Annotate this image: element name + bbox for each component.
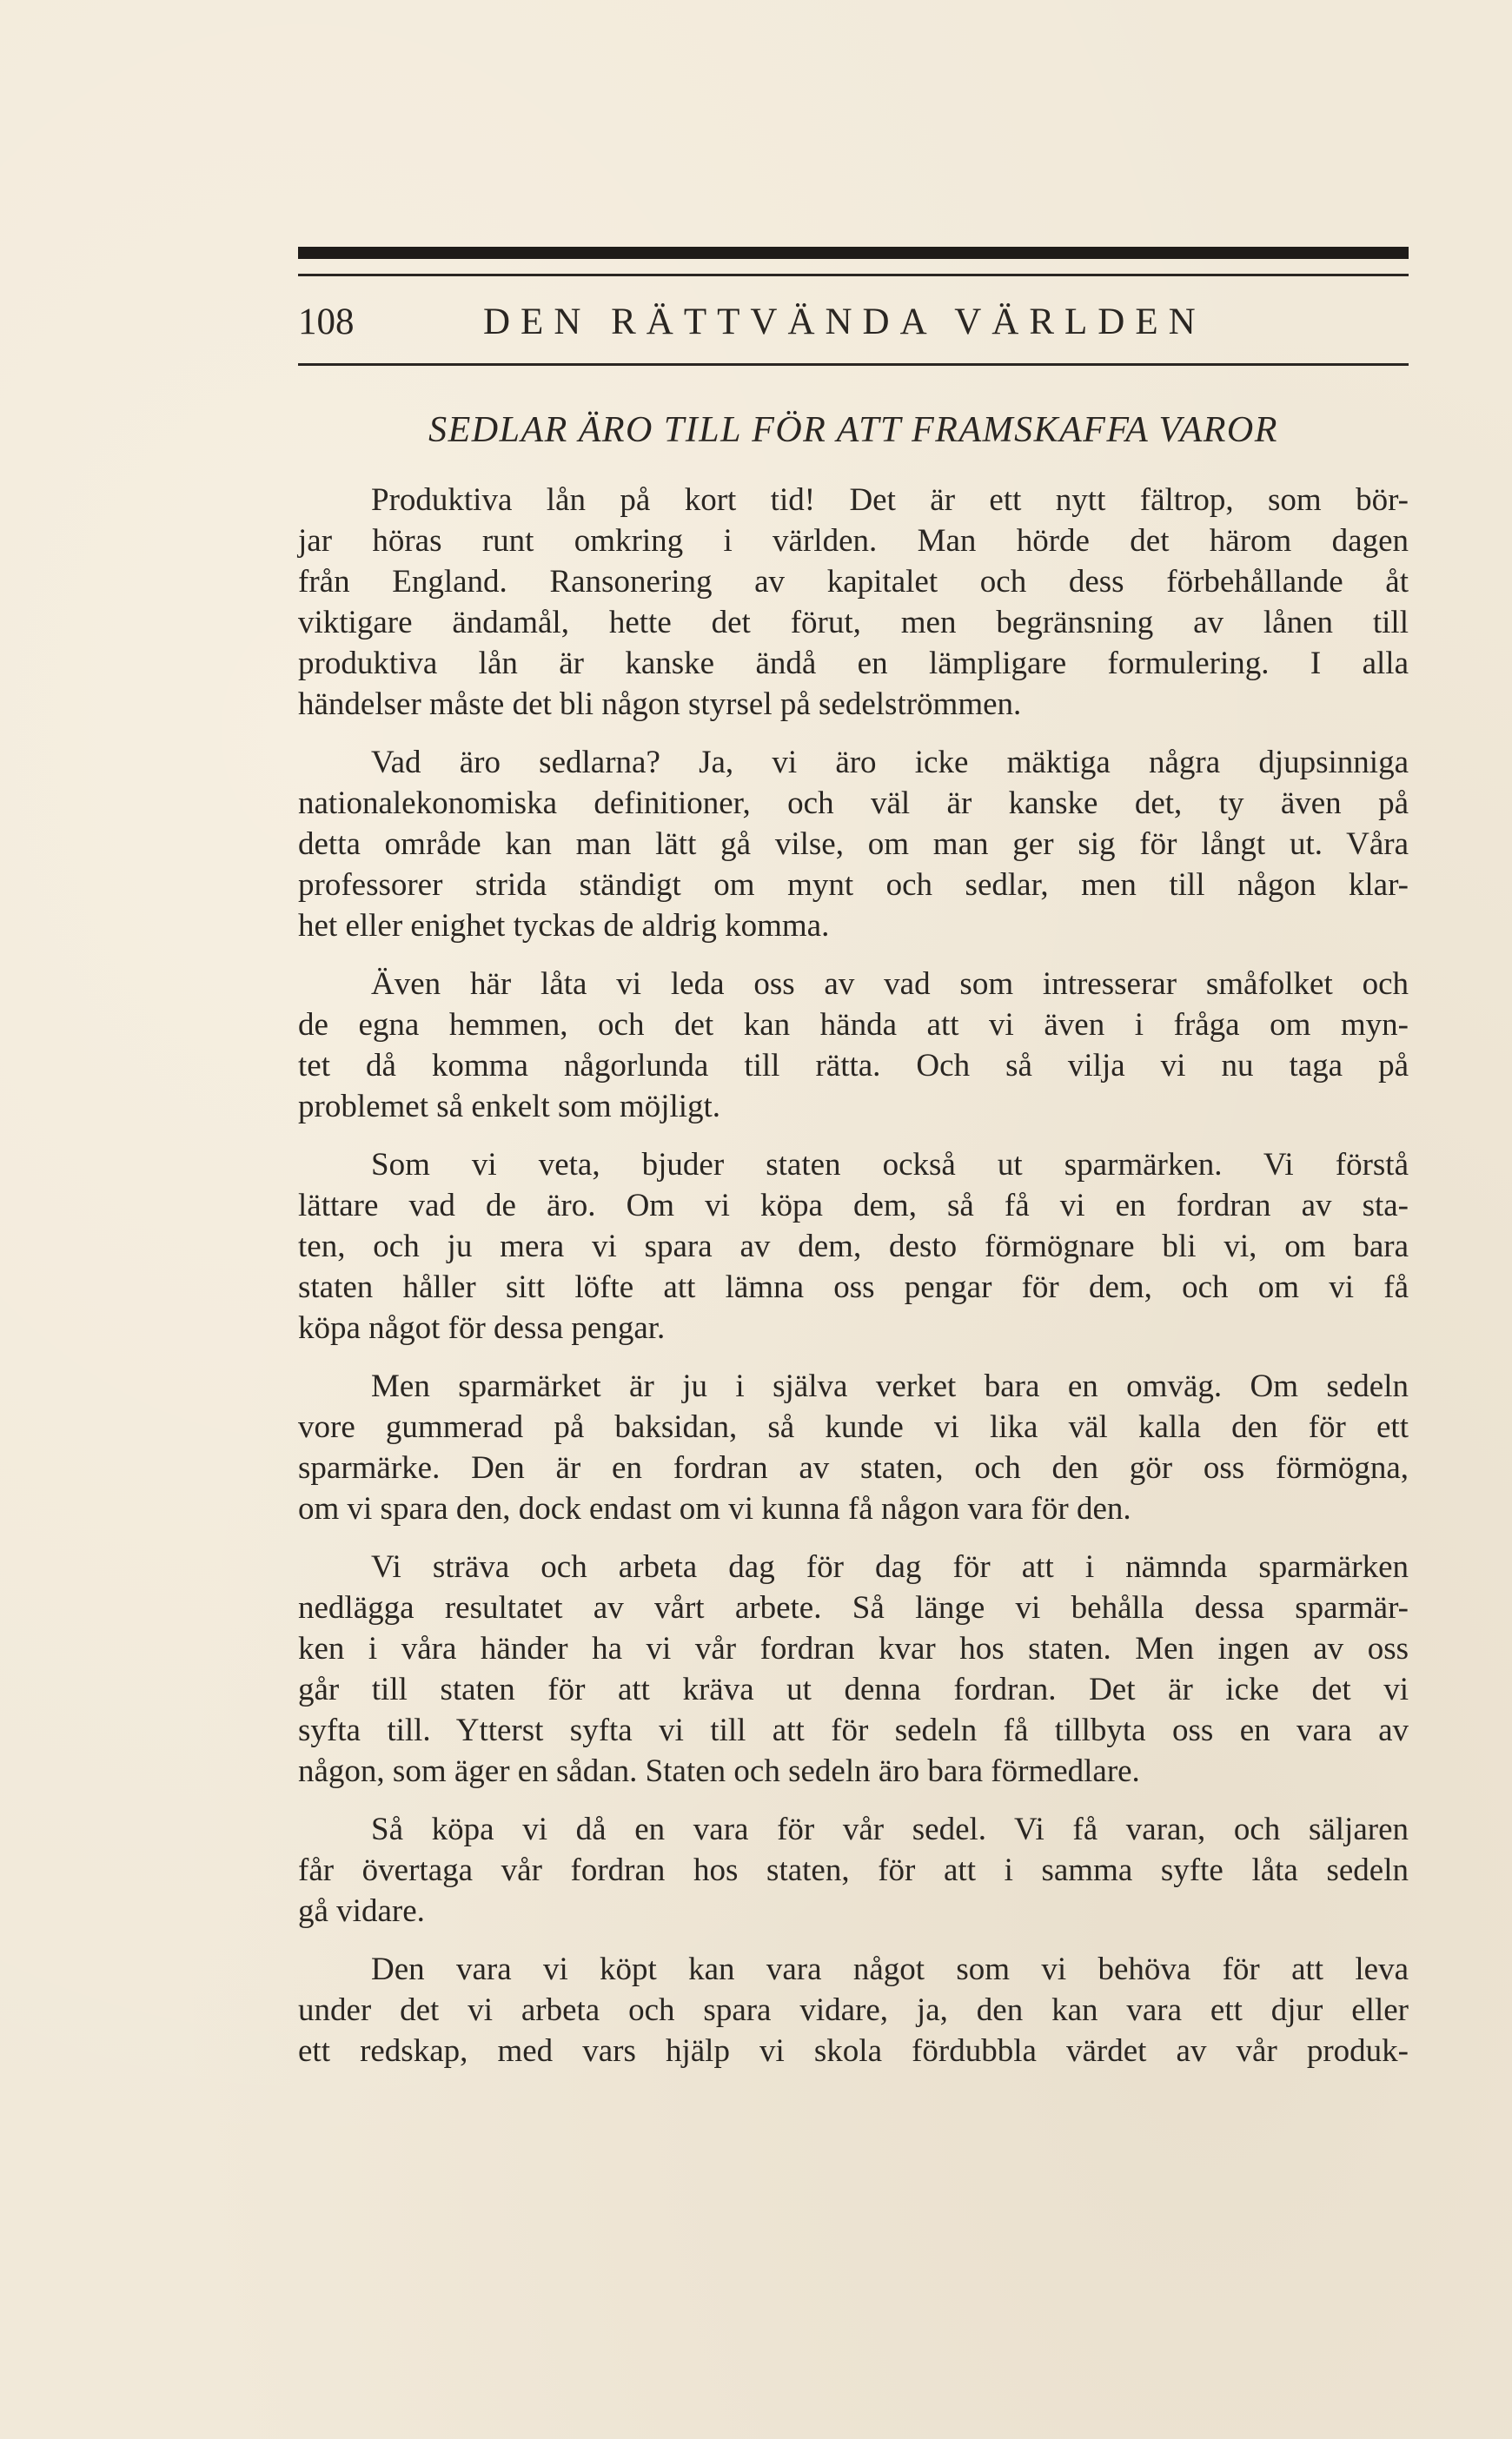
text-line: ken i våra händer ha vi vår fordran kvar hos staten. Men ingen av oss — [298, 1631, 1409, 1667]
text-line: Även här låta vi leda oss av vad som intresserar småfolket och — [371, 966, 1409, 1002]
paragraph — [298, 964, 1409, 1127]
text-line: produktiva lån är kanske ändå en lämpligare formulering. I alla — [298, 646, 1409, 681]
text-line: nedlägga resultatet av vårt arbete. Så länge vi behålla dessa sparmär- — [298, 1590, 1409, 1626]
text-line: de egna hemmen, och det kan hända att vi även i fråga om myn- — [298, 1007, 1409, 1043]
text-line: vore gummerad på baksidan, så kunde vi lika väl kalla den för ett — [298, 1409, 1409, 1445]
body-text — [298, 480, 1409, 2089]
text-line: Men sparmärket är ju i själva verket bara en omväg. Om sedeln — [371, 1369, 1409, 1404]
text-line: Den vara vi köpt kan vara något som vi behöva för att leva — [371, 1952, 1409, 1987]
running-title: DEN RÄTTVÄNDA VÄRLDEN — [483, 302, 1206, 342]
text-line: viktigare ändamål, hette det förut, men begränsning av lånen till — [298, 605, 1409, 640]
text-line: jar höras runt omkring i världen. Man hörde det härom dagen — [298, 523, 1409, 559]
paragraph — [298, 1949, 1409, 2071]
text-line: får övertaga vår fordran hos staten, för att i samma syfte låta sedeln — [298, 1852, 1409, 1888]
text-line: ten, och ju mera vi spara av dem, desto förmögnare bli vi, om bara — [298, 1229, 1409, 1264]
text-line: problemet så enkelt som möjligt. — [298, 1089, 721, 1124]
paragraph — [298, 1366, 1409, 1529]
text-line: Vi sträva och arbeta dag för dag för att i nämnda sparmärken — [371, 1549, 1409, 1585]
page-header — [298, 292, 1409, 353]
text-line: om vi spara den, dock endast om vi kunna få någon vara för den. — [298, 1491, 1131, 1527]
text-line: ett redskap, med vars hjälp vi skola fördubbla värdet av vår produk- — [298, 2033, 1409, 2069]
header-thick-rule — [298, 247, 1409, 259]
paragraph — [298, 1144, 1409, 1349]
text-line: Produktiva lån på kort tid! Det är ett nytt fältrop, som bör- — [371, 482, 1409, 518]
paragraph — [298, 742, 1409, 946]
page-number: 108 — [298, 302, 355, 342]
paragraph — [298, 480, 1409, 725]
paragraph — [298, 1547, 1409, 1792]
text-line: händelser måste det bli någon styrsel på sedelströmmen. — [298, 686, 1022, 722]
section-title: SEDLAR ÄRO TILL FÖR ATT FRAMSKAFFA VAROR — [428, 410, 1278, 450]
text-line: het eller enighet tyckas de aldrig komma. — [298, 908, 830, 944]
text-line: detta område kan man lätt gå vilse, om man ger sig för långt ut. Våra — [298, 826, 1409, 862]
text-line: någon, som äger en sådan. Staten och sedeln äro bara förmedlare. — [298, 1753, 1140, 1789]
text-line: Så köpa vi då en vara för vår sedel. Vi få varan, och säljaren — [371, 1812, 1409, 1847]
text-line: nationalekonomiska definitioner, och väl är kanske det, ty även på — [298, 785, 1409, 821]
text-line: från England. Ransonering av kapitalet och dess förbehållande åt — [298, 564, 1409, 600]
text-line: gå vidare. — [298, 1893, 425, 1929]
text-line: sparmärke. Den är en fordran av staten, och den gör oss förmögna, — [298, 1450, 1409, 1486]
text-line: tet då komma någorlunda till rätta. Och så vilja vi nu taga på — [298, 1048, 1409, 1084]
header-thin-rule-top — [298, 274, 1409, 276]
text-line: lättare vad de äro. Om vi köpa dem, så få vi en fordran av sta- — [298, 1188, 1409, 1223]
text-line: syfta till. Ytterst syfta vi till att för sedeln få tillbyta oss en vara av — [298, 1713, 1409, 1748]
text-line: köpa något för dessa pengar. — [298, 1310, 666, 1346]
header-thin-rule-bottom — [298, 363, 1409, 366]
text-line: går till staten för att kräva ut denna fordran. Det är icke det vi — [298, 1672, 1409, 1707]
text-line: under det vi arbeta och spara vidare, ja, den kan vara ett djur eller — [298, 1992, 1409, 2028]
text-line: Vad äro sedlarna? Ja, vi äro icke mäktiga några djupsinniga — [371, 745, 1409, 780]
text-line: Som vi veta, bjuder staten också ut sparmärken. Vi förstå — [371, 1147, 1409, 1183]
text-line: staten håller sitt löfte att lämna oss pengar för dem, och om vi få — [298, 1269, 1409, 1305]
text-line: professorer strida ständigt om mynt och sedlar, men till någon klar- — [298, 867, 1409, 903]
paragraph — [298, 1809, 1409, 1932]
